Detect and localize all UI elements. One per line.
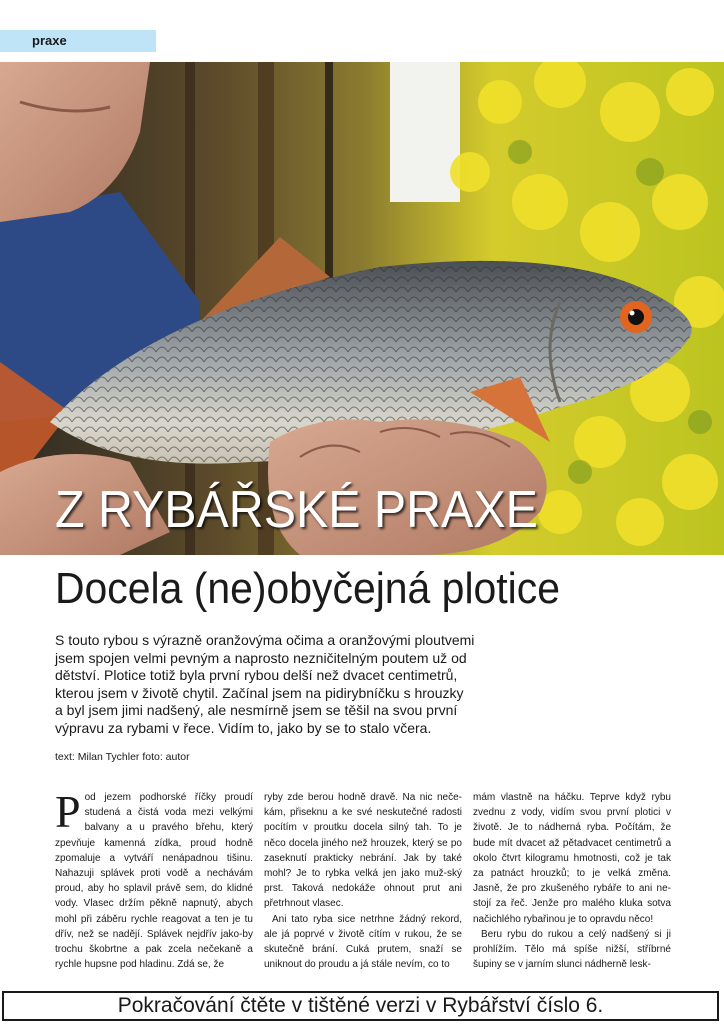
article-column-2 (264, 790, 462, 970)
article-credits: text: Milan Tychler foto: autor (55, 751, 190, 763)
paragraph: od jezem podhorské říčky proudí studená a čistá voda mezi velkými balvany a u pravého břehu, který zpevňuje kamenná zídka, proud hodně zpomaluje a vytváří nenápadnou tišinu. Nahazuji splávek proti vodě a nechávám proud, aby ho splavil právě sem, do klidné vody. Vlasec držím pěkně napnutý, abych mohl při záběru rychle reagovat a ten je tu dřív, než se nadějí. Splávek nejdřív jako-by trochu škobrtne a pak zcela nečekaně a rychle hupsne pod hladinu. Zdá se, že (55, 792, 253, 970)
paragraph: Ani tato ryba sice netrhne žádný rekord, ale já poprvé v životě cítím v rukou, že se skutečně brání. Cuká prutem, snaží se uniknout do proudu a já stále nevím, co to (264, 913, 462, 970)
paragraph: Beru rybu do rukou a celý nadšený si ji prohlížím. Tělo má spíše nižší, stříbrné šupiny se v jarním slunci nádherně lesk- (473, 928, 671, 970)
dropcap: P (55, 790, 81, 837)
article-lead: S touto rybou s výrazně oranžovýma očima a oranžovými ploutvemi jsem spojen velmi pevným a naprosto nezničitelným poutem už od dětství. Plotice totiž byla první rybou delší než dvacet centimetrů, kterou jsem v životě chytil. Začínal jsem na pidirybníčku s hrouzky a byl jsem jimi nadšený, ale nesmírně jsem se těšil na svou první výpravu za rybami v řece. Vidím to, jako by se to stalo včera. (55, 632, 475, 736)
continuation-banner: Pokračování čtěte v tištěné verzi v Rybářství číslo 6. (2, 991, 719, 1021)
paragraph: ryby zde berou hodně dravě. Na nic neče-kám, přiseknu a ke své neskutečné radosti pocítím v proutku docela silný tah. To je něco docela jiného než hrouzek, který se po zaseknutí prakticky nebrání. Jak by také mohl? Je to rybka velká jen jako muž-ský prst. Taková nedokáže ohnout prut ani přetrhnout vlasec. (264, 792, 462, 910)
hero-heading: Z RYBÁŘSKÉ PRAXE (55, 481, 538, 539)
section-tag (0, 30, 156, 52)
paragraph: mám vlastně na háčku. Teprve když rybu zvednu z vody, vidím svou první plotici v životě. Je to nádherná ryba. Počítám, že bude mít dvacet až pětadvacet centimetrů a okolo čtvrt kilogramu hmotnosti, což je tak za patnáct hrouzků; to je velká změna. Jasně, že pro zkušeného rybáře to ani ne-stojí za řeč. Jenže pro malého kluka sotva načichlého rybařinou je to opravdu něco! (473, 792, 671, 925)
article-title: Docela (ne)obyčejná plotice (55, 564, 560, 613)
article-body (55, 790, 671, 970)
article-column-3 (473, 790, 671, 970)
section-tag-label: praxe (32, 33, 67, 48)
article-column-1 (55, 790, 253, 970)
